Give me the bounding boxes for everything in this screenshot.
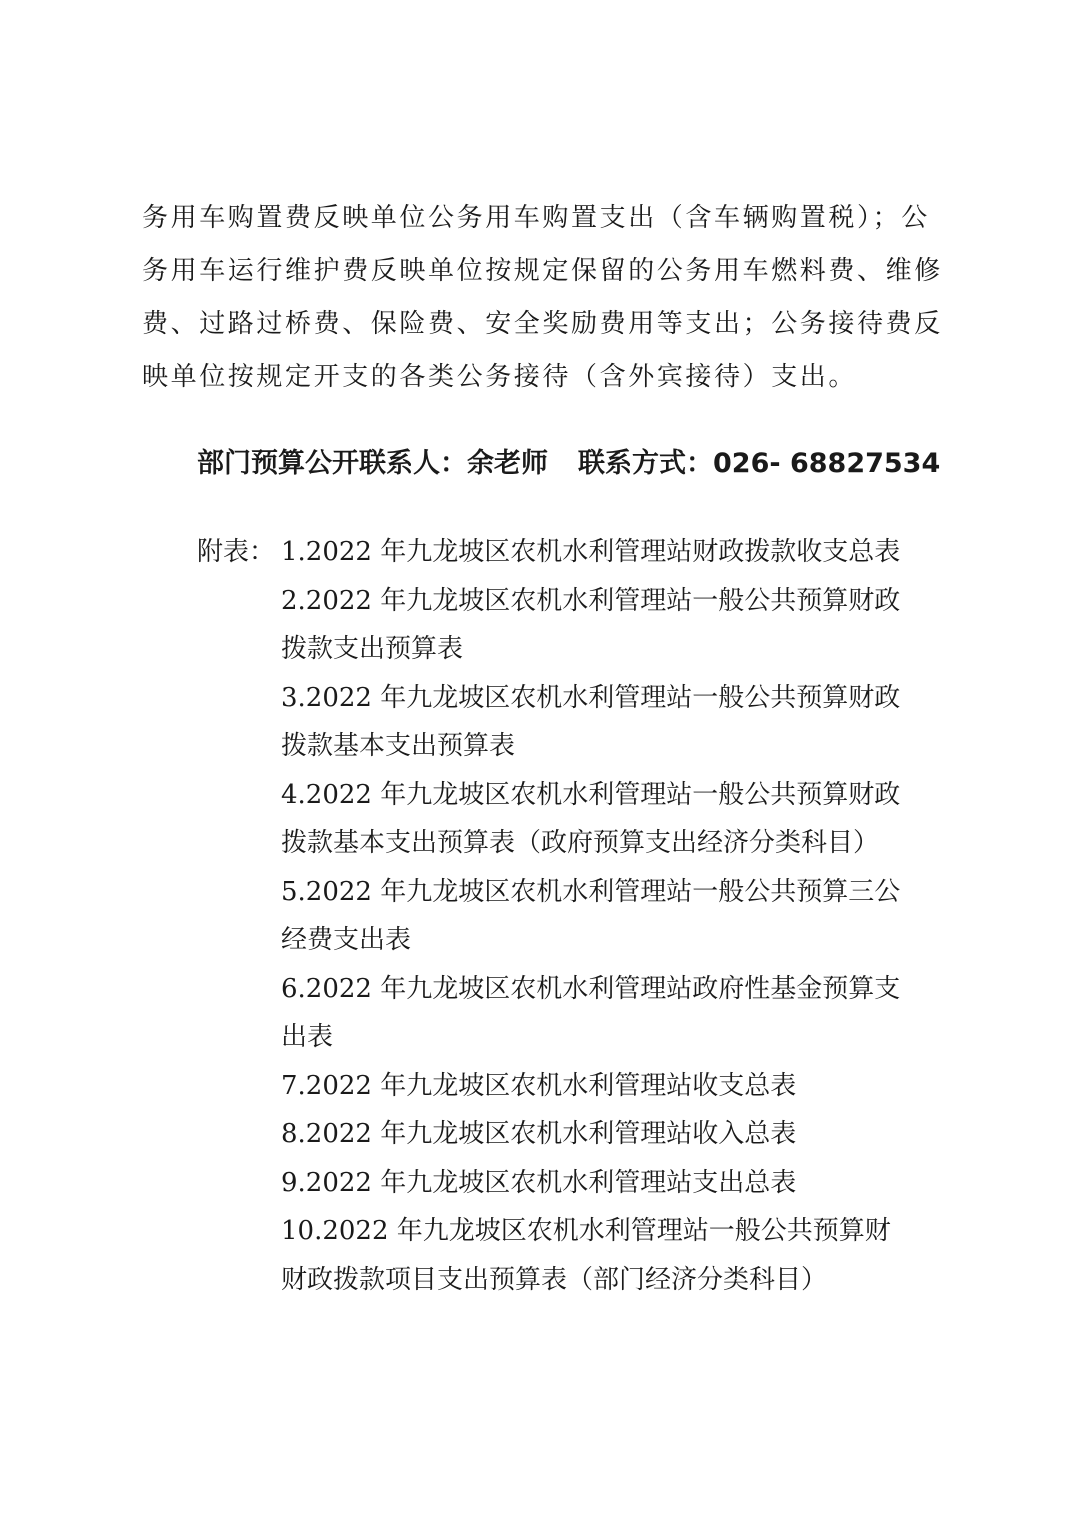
paragraph-line: 映单位按规定开支的各类公务接待（含外宾接待）支出。 <box>142 362 858 392</box>
attachment-line: 4.2022 年九龙坡区农机水利管理站一般公共预算财政 <box>281 779 901 810</box>
paragraph-line: 费、过路过桥费、保险费、安全奖励费用等支出；公务接待费反 <box>142 309 943 339</box>
attachments-list <box>281 528 961 1304</box>
attachment-line: 财政拨款项目支出预算表（部门经济分类科目） <box>281 1264 828 1295</box>
attachment-line: 拨款支出预算表 <box>281 634 464 664</box>
attachments-label: 附表： <box>197 537 276 567</box>
attachment-line: 经费支出表 <box>281 925 412 955</box>
attachment-line: 5.2022 年九龙坡区农机水利管理站一般公共预算三公 <box>281 876 901 907</box>
contact-line <box>197 440 957 488</box>
contact-method: 联系方式：026- 68827534 <box>578 448 941 479</box>
contact-person: 部门预算公开联系人：余老师 <box>197 448 548 479</box>
paragraph-line: 务用车运行维护费反映单位按规定保留的公务用车燃料费、维修 <box>142 256 943 286</box>
attachment-line: 拨款基本支出预算表（政府预算支出经济分类科目） <box>281 828 880 858</box>
paragraph-line: 务用车购置费反映单位公务用车购置支出（含车辆购置税）；公 <box>142 203 930 233</box>
attachment-line: 8.2022 年九龙坡区农机水利管理站收入总表 <box>281 1119 797 1149</box>
attachment-line: 拨款基本支出预算表 <box>281 731 516 761</box>
attachment-line: 1.2022 年九龙坡区农机水利管理站财政拨款收支总表 <box>281 537 901 567</box>
attachment-line: 6.2022 年九龙坡区农机水利管理站政府性基金预算支 <box>281 973 901 1004</box>
body-paragraph <box>142 192 942 404</box>
attachment-line: 出表 <box>281 1022 334 1052</box>
attachment-line: 10.2022 年九龙坡区农机水利管理站一般公共预算财 <box>281 1216 891 1246</box>
attachment-line: 2.2022 年九龙坡区农机水利管理站一般公共预算财政 <box>281 585 901 616</box>
attachment-line: 3.2022 年九龙坡区农机水利管理站一般公共预算财政 <box>281 682 901 713</box>
attachment-line: 9.2022 年九龙坡区农机水利管理站支出总表 <box>281 1167 797 1198</box>
attachment-line: 7.2022 年九龙坡区农机水利管理站收支总表 <box>281 1070 797 1101</box>
